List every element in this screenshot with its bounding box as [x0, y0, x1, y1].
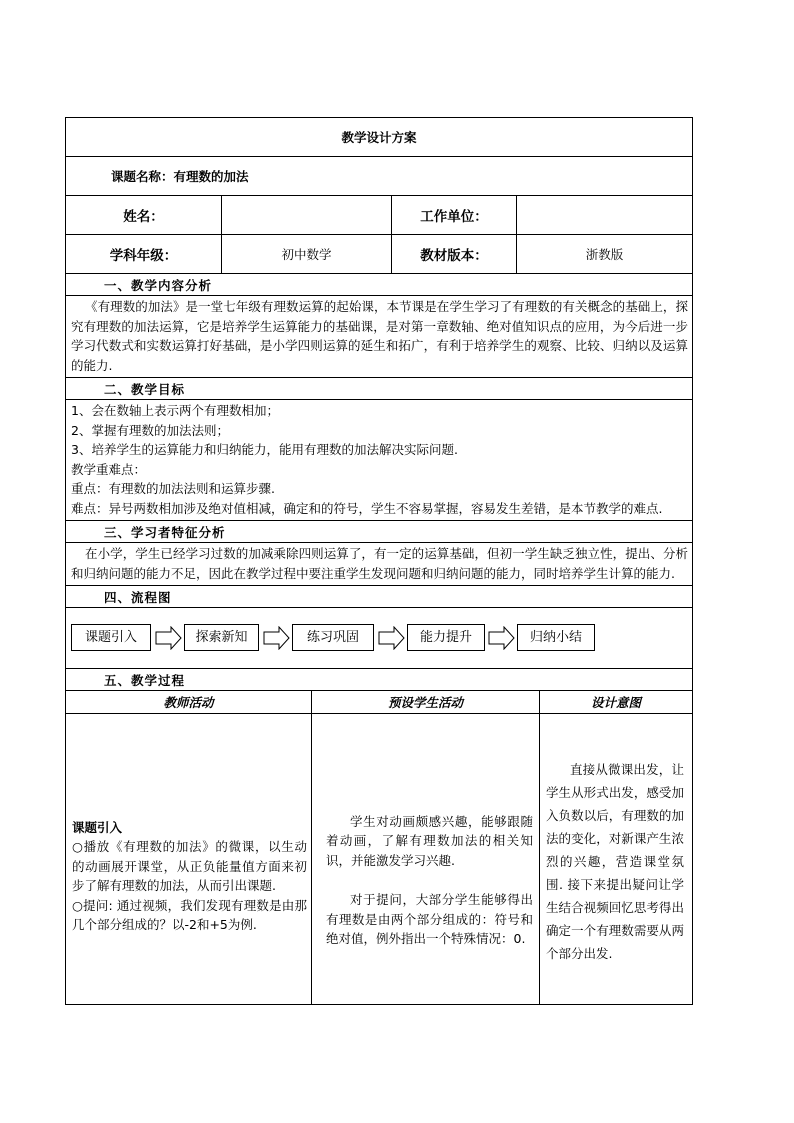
key-points-heading: 教学重难点：: [71, 461, 147, 477]
lesson-plan-table: [65, 117, 693, 196]
teacher-activity-title: 课题引入: [72, 819, 123, 835]
flow-step-practice: 练习巩固: [292, 624, 374, 651]
section-1-heading: 一、教学内容分析: [66, 274, 693, 296]
col-student-activity: 预设学生活动: [312, 691, 540, 714]
flow-step-intro: 课题引入: [71, 624, 151, 651]
student-activity-p1: 学生对动画颇感兴趣，能够跟随着动画，了解有理数加法的相关知识，并能激发学习兴趣.: [326, 813, 533, 868]
section-2-body: [66, 400, 693, 521]
section-2-heading: 二、教学目标: [66, 378, 693, 400]
design-intent-p1: 直接从微课出发，让学生从形式出发，感受加入负数以后，有理数的加法的变化，对新课产生浓烈的兴趣，营造课堂氛围. 接下来提出疑问让学生结合视频回忆思考得出确定一个有理数需要从两个部分出发.: [546, 761, 684, 961]
section-5-heading: 五、教学过程: [66, 669, 693, 691]
name-label: 姓名：: [66, 196, 222, 235]
flow-step-explore: 探索新知: [184, 624, 259, 651]
col-design-intent: 设计意图: [540, 691, 693, 714]
flow-arrow-icon: [378, 626, 406, 650]
flowchart: [66, 608, 692, 668]
flow-arrow-icon: [488, 626, 516, 650]
student-activity-p2: 对于提问，大部分学生能够得出有理数是由两个部分组成的：符号和绝对值，例外指出一个特殊情况：0.: [326, 892, 533, 946]
topic-label: 课题名称：: [111, 169, 174, 184]
col-teacher-activity: 教师活动: [66, 691, 312, 714]
section-1-body: [66, 296, 693, 378]
key-point: 重点：有理数的加法法则和运算步骤.: [71, 481, 275, 496]
work-unit-field[interactable]: [517, 196, 693, 235]
objective-2: 2、掌握有理数的加法法则；: [71, 422, 229, 438]
design-intent-cell: [540, 714, 693, 1005]
grade-label: 学科年级：: [66, 235, 222, 274]
section-3-text: 在小学，学生已经学习过数的加减乘除四则运算了，有一定的运算基础，但初一学生缺乏独立性，提出、分析和归纳问题的能力不足，因此在教学过程中要注重学生发现问题和归纳问题的能力，同时培养学生计算的能力.: [71, 546, 688, 581]
student-activity-cell: [312, 714, 540, 1005]
info-table: [65, 196, 693, 274]
section-4-heading: 四、流程图: [66, 586, 693, 608]
section-1-text: 《有理数的加法》是一堂七年级有理数运算的起始课，本节课是在学生学习了有理数的有关概念的基础上，探究有理数的加法运算，它是培养学生运算能力的基础课，是对第一章数轴、绝对值知识点的应用，为今后进一步学习代数式和实数运算打好基础，是小学四则运算的延生和拓广，有利于培养学生的观察、比较、归纳以及运算的能力.: [71, 299, 688, 373]
teacher-activity-p1: ○播放《有理数的加法》的微课，以生动的动画展开课堂，从正负能量值方面来初步了解有理数的加法，从而引出课题.: [72, 839, 307, 893]
section-3-heading: 三、学习者特征分析: [66, 521, 693, 543]
difficult-point: 难点：异号两数相加涉及绝对值相减，确定和的符号，学生不容易掌握，容易发生差错，是本节教学的难点.: [71, 500, 663, 516]
content-table: [65, 274, 693, 691]
flow-arrow-icon: [263, 626, 291, 650]
edition-label: 教材版本：: [392, 235, 517, 274]
name-field[interactable]: [222, 196, 392, 235]
work-unit-label: 工作单位：: [392, 196, 517, 235]
grade-value: 初中数学: [222, 235, 392, 274]
topic-value: 有理数的加法: [173, 169, 249, 184]
document-title: 教学设计方案: [66, 118, 693, 157]
objective-3: 3、培养学生的运算能力和归纳能力，能用有理数的加法解决实际问题.: [71, 442, 458, 457]
flow-arrow-icon: [155, 626, 183, 650]
teacher-activity-cell: [66, 714, 312, 1005]
flow-step-improve: 能力提升: [407, 624, 485, 651]
edition-value: 浙教版: [517, 235, 693, 274]
flow-step-summary: 归纳小结: [517, 624, 595, 651]
process-table: [65, 691, 693, 1005]
topic-row: [66, 157, 693, 196]
section-3-body: [66, 543, 693, 586]
teacher-activity-p2: ○提问: 通过视频，我们发现有理数是由那几个部分组成的？以-2和+5为例.: [72, 897, 307, 932]
lesson-plan-sheet: [65, 117, 692, 1005]
flowchart-cell: [66, 608, 693, 669]
objective-1: 1、会在数轴上表示两个有理数相加；: [71, 403, 279, 418]
